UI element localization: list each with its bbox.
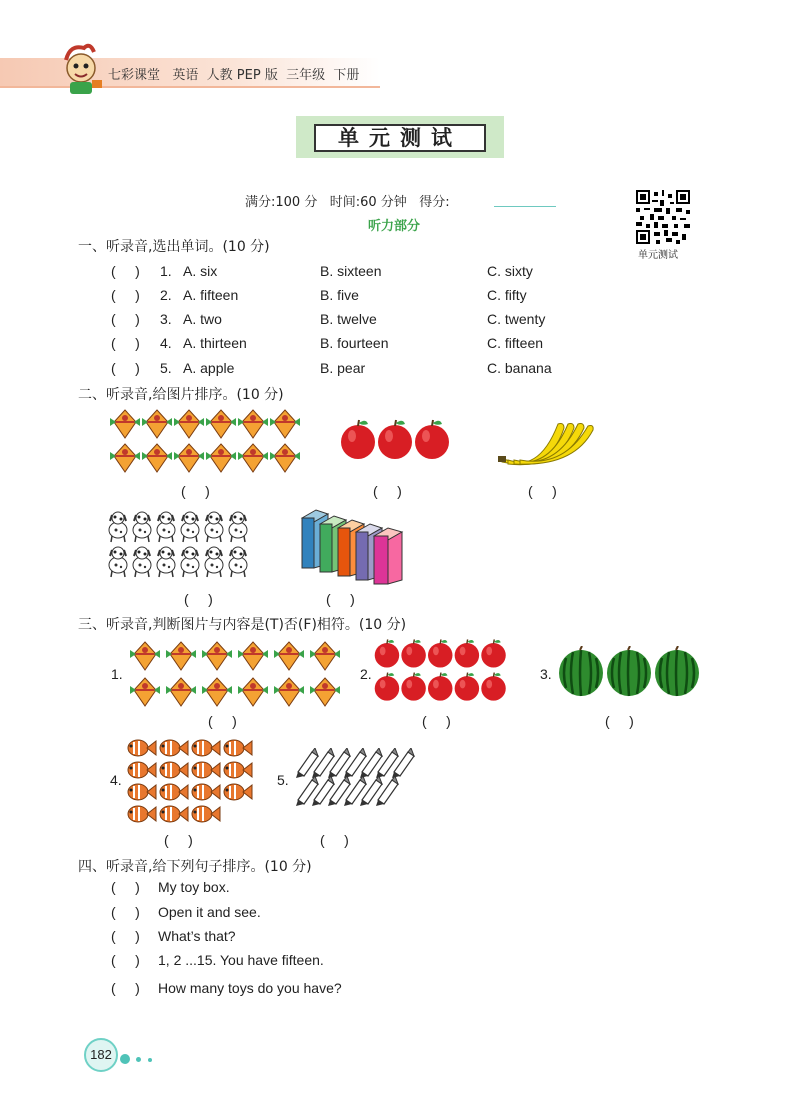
s1-option-a: A. thirteen — [183, 335, 247, 351]
s2-blank-4[interactable]: ( ) — [184, 591, 213, 607]
s1-option-b: B. twelve — [320, 311, 377, 327]
s3-label-2: 2. — [360, 666, 372, 682]
s4-sentence: My toy box. — [158, 879, 230, 895]
footer-dot — [148, 1058, 152, 1062]
s3-label-4: 4. — [110, 772, 122, 788]
s1-option-a: A. two — [183, 311, 222, 327]
bananas-image — [498, 416, 594, 468]
qr-code-icon[interactable] — [636, 190, 690, 244]
s1-question-number: 5. — [160, 360, 172, 376]
mascot-icon — [56, 40, 106, 96]
s4-sentence: What’s that? — [158, 928, 236, 944]
page-number: 182 — [84, 1038, 118, 1072]
section4-heading: 四、听录音,给下列句子排序。(10 分) — [78, 859, 312, 875]
s1-option-a: A. fifteen — [183, 287, 239, 303]
listening-label: 听力部分 — [368, 219, 421, 234]
section1-heading: 一、听录音,选出单词。(10 分) — [78, 239, 270, 255]
dogs-image — [106, 510, 256, 580]
s1-option-b: B. fourteen — [320, 335, 389, 351]
s1-option-b: B. pear — [320, 360, 366, 376]
s3-label-1: 1. — [111, 666, 123, 682]
apples-image — [340, 418, 452, 462]
s4-sentence: Open it and see. — [158, 904, 261, 920]
s1-answer-blank[interactable]: ( ) — [111, 311, 140, 327]
s3-blank-2[interactable]: ( ) — [422, 713, 451, 729]
s4-answer-blank[interactable]: ( ) — [111, 879, 140, 895]
s1-option-a: A. apple — [183, 360, 235, 376]
s3-label-3: 3. — [540, 666, 552, 682]
s1-option-c: C. banana — [487, 360, 552, 376]
s1-answer-blank[interactable]: ( ) — [111, 263, 140, 279]
s4-sentence: How many toys do you have? — [158, 980, 342, 996]
exam-meta — [245, 191, 450, 210]
fish-image — [126, 736, 254, 826]
s1-option-c: C. twenty — [487, 311, 546, 327]
s1-option-b: B. five — [320, 287, 359, 303]
s1-question-number: 1. — [160, 263, 172, 279]
header-title: 七彩课堂 英语 人教 PEP 版 三年级 下册 — [108, 68, 360, 83]
s4-answer-blank[interactable]: ( ) — [111, 952, 140, 968]
s1-answer-blank[interactable]: ( ) — [111, 287, 140, 303]
s4-answer-blank[interactable]: ( ) — [111, 904, 140, 920]
footer-dot — [136, 1057, 141, 1062]
s3-blank-5[interactable]: ( ) — [320, 832, 349, 848]
s1-answer-blank[interactable]: ( ) — [111, 360, 140, 376]
score-label: 得分: — [419, 195, 450, 210]
s3-blank-1[interactable]: ( ) — [208, 713, 237, 729]
s4-answer-blank[interactable]: ( ) — [111, 980, 140, 996]
s3-blank-4[interactable]: ( ) — [164, 832, 193, 848]
s1-option-b: B. sixteen — [320, 263, 382, 279]
s2-blank-5[interactable]: ( ) — [326, 591, 355, 607]
s2-blank-3[interactable]: ( ) — [528, 483, 557, 499]
s1-option-c: C. sixty — [487, 263, 533, 279]
footer-dot — [120, 1054, 130, 1064]
pencils-image — [296, 748, 422, 808]
s2-blank-2[interactable]: ( ) — [373, 483, 402, 499]
page-title: 单元测试 — [314, 124, 486, 152]
books-image — [298, 508, 408, 586]
s4-answer-blank[interactable]: ( ) — [111, 928, 140, 944]
full-score: 满分:100 分 — [245, 195, 318, 210]
time-limit: 时间:60 分钟 — [329, 195, 407, 210]
section2-heading: 二、听录音,给图片排序。(10 分) — [78, 387, 284, 403]
s1-question-number: 3. — [160, 311, 172, 327]
s1-question-number: 4. — [160, 335, 172, 351]
s4-sentence: 1, 2 ...15. You have fifteen. — [158, 952, 324, 968]
qr-caption: 单元测试 — [638, 250, 678, 261]
score-blank — [494, 206, 556, 207]
s1-option-c: C. fifteen — [487, 335, 544, 351]
s2-blank-1[interactable]: ( ) — [181, 483, 210, 499]
kites-image — [108, 406, 308, 476]
s1-answer-blank[interactable]: ( ) — [111, 335, 140, 351]
s3-blank-3[interactable]: ( ) — [605, 713, 634, 729]
apples-10-image — [374, 638, 510, 706]
watermelons-image — [558, 646, 702, 698]
section3-heading: 三、听录音,判断图片与内容是(T)否(F)相符。(10 分) — [78, 617, 407, 633]
s1-question-number: 2. — [160, 287, 172, 303]
s3-label-5: 5. — [277, 772, 289, 788]
s1-option-c: C. fifty — [487, 287, 527, 303]
kites-12-image — [128, 638, 346, 710]
s1-option-a: A. six — [183, 263, 218, 279]
